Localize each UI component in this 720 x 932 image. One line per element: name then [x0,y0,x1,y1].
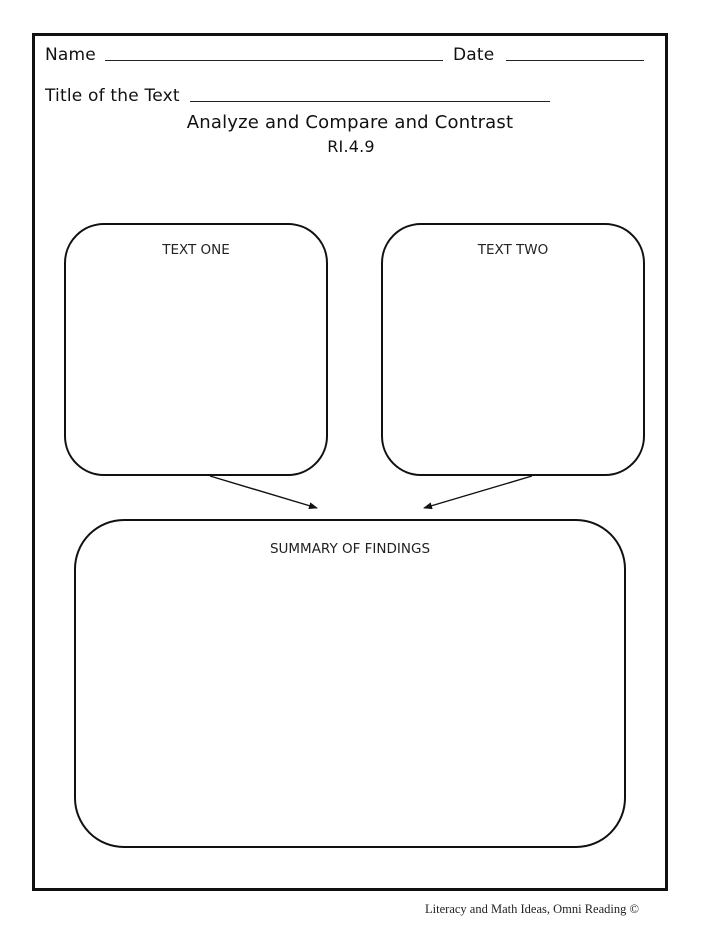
text-one-label: TEXT ONE [162,242,230,258]
arrow-icon-left [210,476,317,508]
standard-code: RI.4.9 [327,137,375,156]
summary-box[interactable] [74,519,626,848]
worksheet-title: Analyze and Compare and Contrast [186,112,514,133]
text-two-label: TEXT TWO [477,242,549,258]
date-label: Date [452,45,495,65]
summary-label: SUMMARY OF FINDINGS [269,541,431,557]
name-label: Name [45,45,96,65]
arrow-icon-right [424,476,532,508]
footer-credit: Literacy and Math Ideas, Omni Reading © [425,902,639,916]
title-label: Title of the Text [45,86,180,106]
